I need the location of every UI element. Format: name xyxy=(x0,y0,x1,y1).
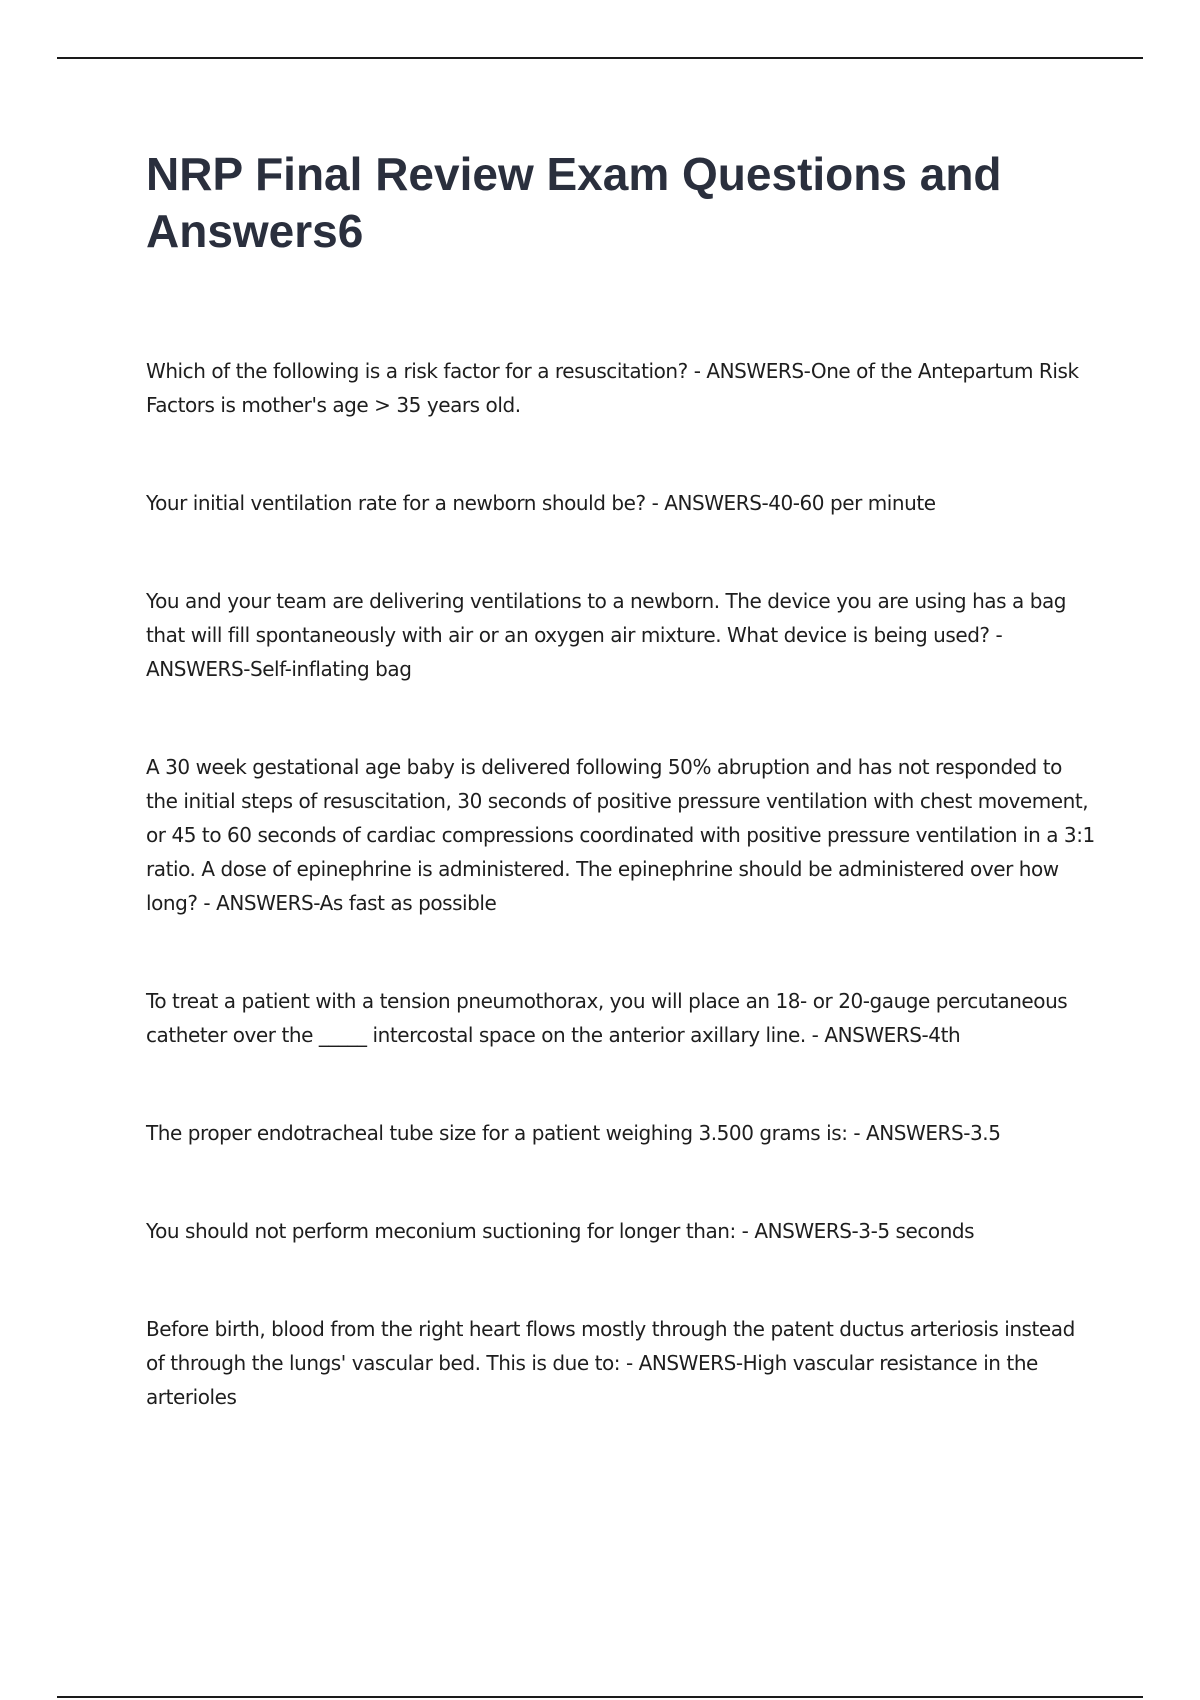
qa-item: A 30 week gestational age baby is delivered following 50% abruption and has not responded to the initial steps of resuscitation, 30 seconds of positive pressure ventilation with chest movement, or 45 to 60 seconds of cardiac compressions coordinated with positive pressure ventilation in a 3:1 ratio. A dose of epinephrine is administered. The epinephrine should be administered over how long? - ANSWERS-As fast as possible xyxy=(146,755,1095,915)
qa-item: You should not perform meconium suctioning for longer than: - ANSWERS-3-5 seconds xyxy=(146,1219,975,1243)
qa-item: Before birth, blood from the right heart flows mostly through the patent ductus arteriosis instead of through the lungs' vascular bed. This is due to: - ANSWERS-High vascular resistance in the arterioles xyxy=(146,1317,1075,1409)
qa-item: You and your team are delivering ventilations to a newborn. The device you are using has a bag that will fill spontaneously with air or an oxygen air mixture. What device is being used? - ANSWERS-Self-inflating bag xyxy=(146,589,1067,681)
qa-item: The proper endotracheal tube size for a patient weighing 3.500 grams is: - ANSWERS-3.5 xyxy=(146,1121,1001,1145)
document-title: NRP Final Review Exam Questions and Answers6 xyxy=(146,148,1002,257)
bottom-rule xyxy=(57,1696,1143,1698)
qa-item: To treat a patient with a tension pneumothorax, you will place an 18- or 20-gauge percutaneous catheter over the _____ intercostal space on the anterior axillary line. - ANSWERS-4th xyxy=(146,989,1068,1047)
qa-item: Your initial ventilation rate for a newborn should be? - ANSWERS-40-60 per minute xyxy=(146,491,936,515)
document-content xyxy=(146,146,1096,1478)
qa-list xyxy=(146,354,1096,1414)
top-rule xyxy=(57,57,1143,59)
qa-item: Which of the following is a risk factor for a resuscitation? - ANSWERS-One of the Antepartum Risk Factors is mother's age > 35 years old. xyxy=(146,359,1079,417)
